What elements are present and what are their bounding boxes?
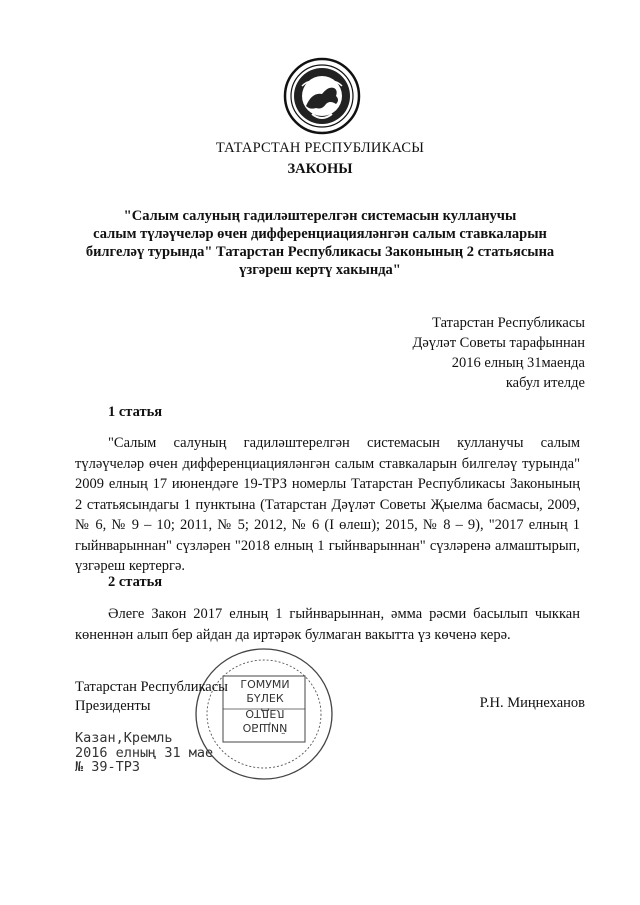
article-2-heading: 2 статья	[108, 574, 163, 590]
law-name	[70, 207, 570, 279]
law-name-line: үзгәреш кертү хакында"	[239, 262, 401, 278]
stamp-line: ОТДЕЛ	[245, 707, 285, 720]
adoption-line: 2016 елның 31маенда	[451, 355, 585, 371]
article-1-heading: 1 статья	[108, 404, 163, 420]
stamp-line: ОБЩИЙ	[242, 721, 288, 734]
law-name-line: билгеләү турында" Татарстан Республикасы Законының 2 статьясына	[85, 244, 555, 260]
article-2-text: Әлеге Закон 2017 елның 1 гыйнварыннан, әмма рәсми басылып чыккан көненнән алып бер айдан да иртәрәк булмаган вакытта үз көченә керә.	[75, 606, 580, 643]
place-city: Казан,Кремль	[75, 730, 173, 746]
adoption-note	[325, 313, 585, 393]
law-title: ЗАКОНЫ	[287, 161, 353, 177]
law-name-line: "Салым салуның гадиләштерелгән системасын кулланучы	[123, 208, 517, 224]
place-date-number	[75, 731, 213, 775]
law-name-line: салым түләүчеләр өчен дифференциацияләнгән салым ставкаларын	[93, 226, 547, 242]
place-date: 2016 елның 31 мае	[75, 744, 214, 761]
adoption-line: Татарстан Республикасы	[432, 315, 585, 331]
position-line: Татарстан Республикасы	[75, 679, 228, 695]
tatarstan-emblem-icon	[282, 56, 362, 136]
signatory-name: Р.Н. Миңнеханов	[479, 695, 585, 711]
position-line: Президенты	[75, 698, 151, 714]
adoption-line: Дәүләт Советы тарафыннан	[412, 335, 585, 351]
republic-title: ТАТАРСТАН РЕСПУБЛИКАСЫ	[215, 140, 425, 156]
signatory-position	[75, 678, 228, 716]
stamp-line: ГОМУМИ	[240, 678, 290, 691]
article-1-text: "Салым салуның гадиләштерелгән системасын кулланучы салым түләүчеләр өчен дифференциацияләнгән салым ставкаларын билгеләү турында" 2009 елның 17 июнендәге 19-ТРЗ номерлы Татарстан Республикасы Законының 2 статьясындагы 1 пунктына (Татарстан Дәүләт Советы Җыелма басмасы, 2009, № 6, № 9 – 10; 2011, № 5; 2012, № 6 (I өлеш); 2015, № 8 – 9), "2017 елның 1 гыйнварыннан" сүзләрен "2018 елның 1 гыйнварыннан" сүзләренә алмаштырып, үзгәреш кертергә.	[75, 435, 580, 574]
adoption-line: кабул ителде	[505, 375, 585, 391]
stamp-line: БҮЛЕК	[246, 692, 284, 705]
law-number: № 39-ТРЗ	[75, 759, 141, 775]
